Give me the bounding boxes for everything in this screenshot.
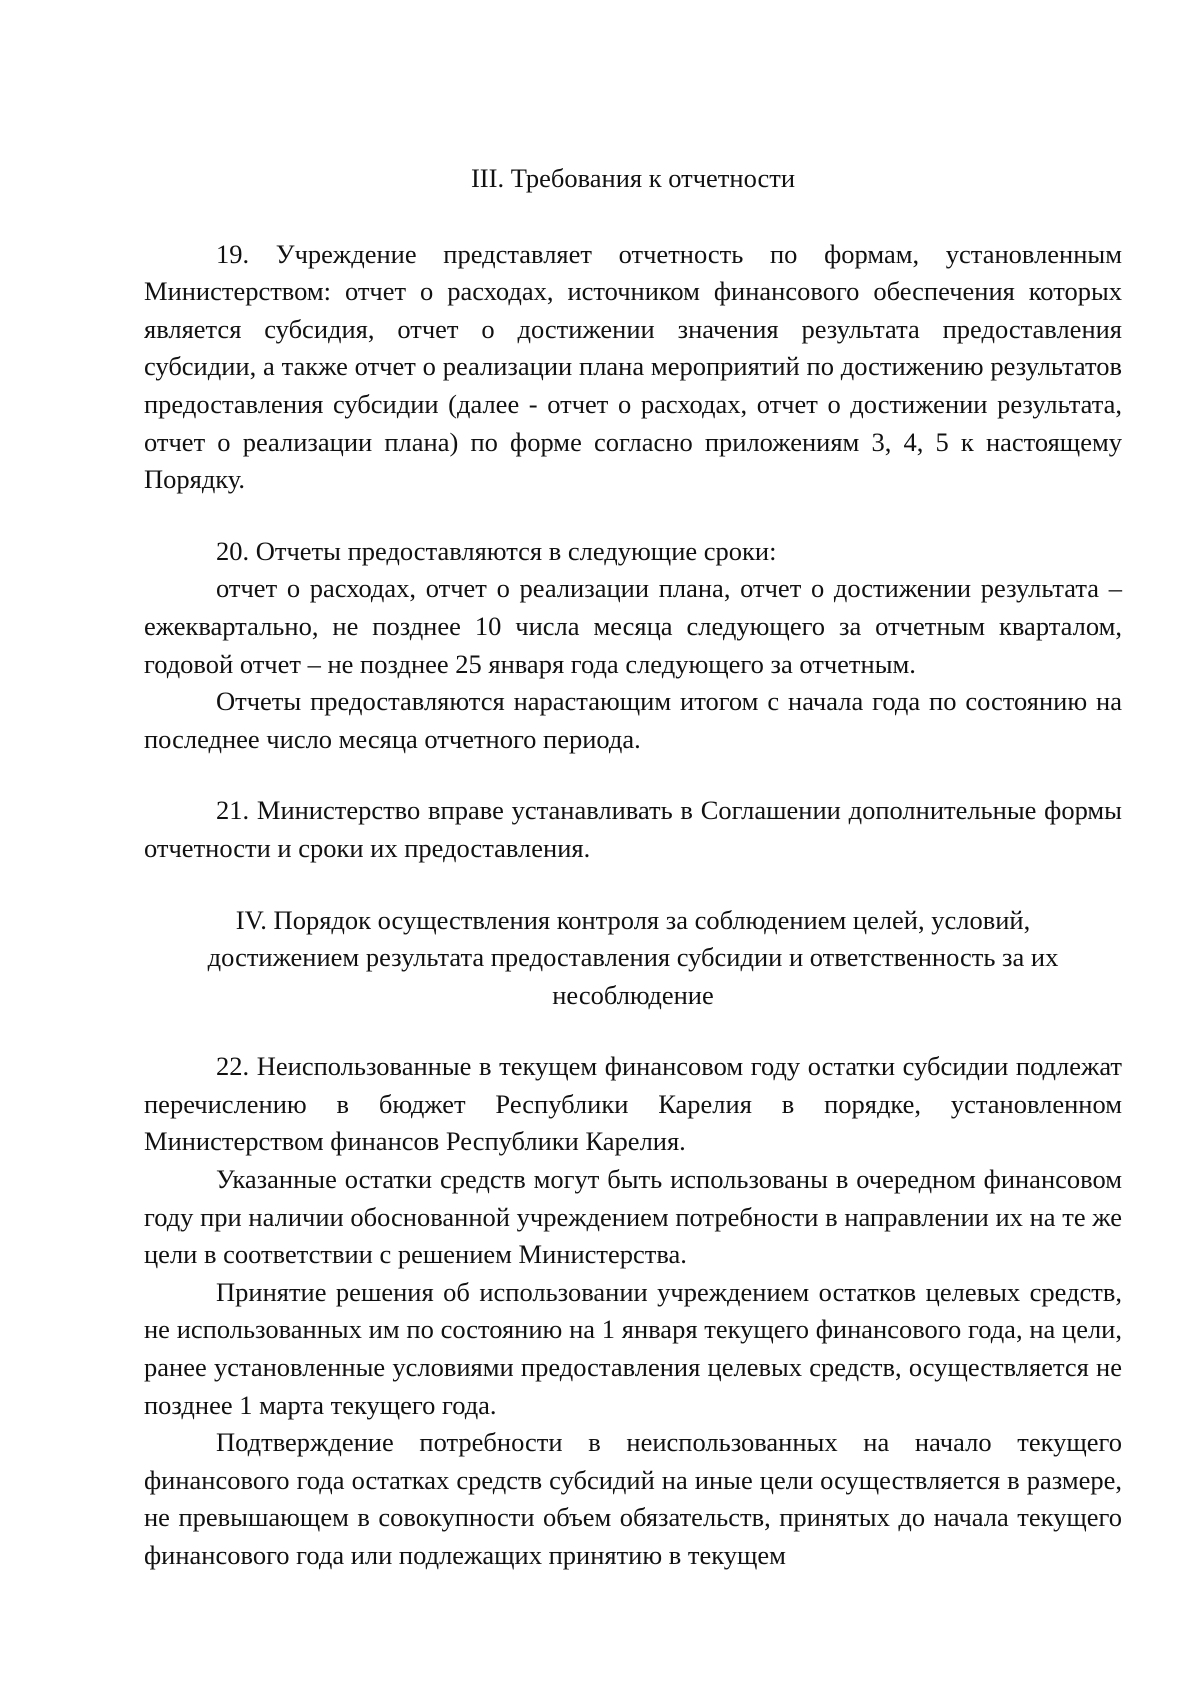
section-4-heading-line-2: достижением результата предоставления субсидии и ответственность за их [207,942,1059,973]
paragraph-22-remainders: Указанные остатки средств могут быть использованы в очередном финансовом году при наличии обоснованной учреждением потребности в направлении их на те же цели в соответствии с решением Министерства. [144,1164,1122,1270]
paragraph-20: 20. Отчеты предоставляются в следующие сроки: [216,535,777,566]
section-3-heading: III. Требования к отчетности [470,163,796,193]
spacer [144,758,1122,792]
document-page [144,160,1122,1575]
section-4-heading-line-1: IV. Порядок осуществления контроля за соблюдением целей, условий, [235,904,1031,935]
paragraph-19: 19. Учреждение представляет отчетность по формам, установленным Министерством: отчет о расходах, источником финансового обеспечения которых является субсидия, отчет о достижении значения результата предоставления субсидии, а также отчет о реализации плана мероприятий по достижению результатов предоставления субсидии (далее - отчет о расходах, отчет о достижении результата, отчет о реализации плана) по форме согласно приложениям 3, 4, 5 к настоящему Порядку. [144,238,1122,495]
spacer [144,198,1122,236]
paragraph-21: 21. Министерство вправе устанавливать в Соглашении дополнительные формы отчетности и сроки их предоставления. [144,795,1122,863]
section-4-heading-line-3: несоблюдение [552,979,714,1010]
paragraph-20-terms: отчет о расходах, отчет о реализации плана, отчет о достижении результата – ежеквартально, не позднее 10 числа месяца следующего за отчетным кварталом, годовой отчет – не позднее 25 января года следующего за отчетным. [144,573,1122,679]
paragraph-22-decision: Принятие решения об использовании учреждением остатков целевых средств, не использованных им по состоянию на 1 января текущего финансового года, на цели, ранее установленные условиями предоставления целевых средств, осуществляется не позднее 1 марта текущего года. [144,1276,1122,1420]
spacer [144,868,1122,902]
spacer [144,499,1122,533]
paragraph-22: 22. Неиспользованные в текущем финансовом году остатки субсидии подлежат перечислению в бюджет Республики Карелия в порядке, установленном Министерством финансов Республики Карелия. [144,1051,1122,1157]
paragraph-22-confirmation: Подтверждение потребности в неиспользованных на начало текущего финансового года остатках средств субсидий на иные цели осуществляется в размере, не превышающем в совокупности объем обязательств, принятых до начала текущего финансового года или подлежащих принятию в текущем [144,1427,1122,1570]
paragraph-20-cumulative: Отчеты предоставляются нарастающим итогом с начала года по состоянию на последнее число месяца отчетного периода. [144,686,1122,754]
spacer [144,1014,1122,1048]
section-4-heading [144,902,1122,1015]
